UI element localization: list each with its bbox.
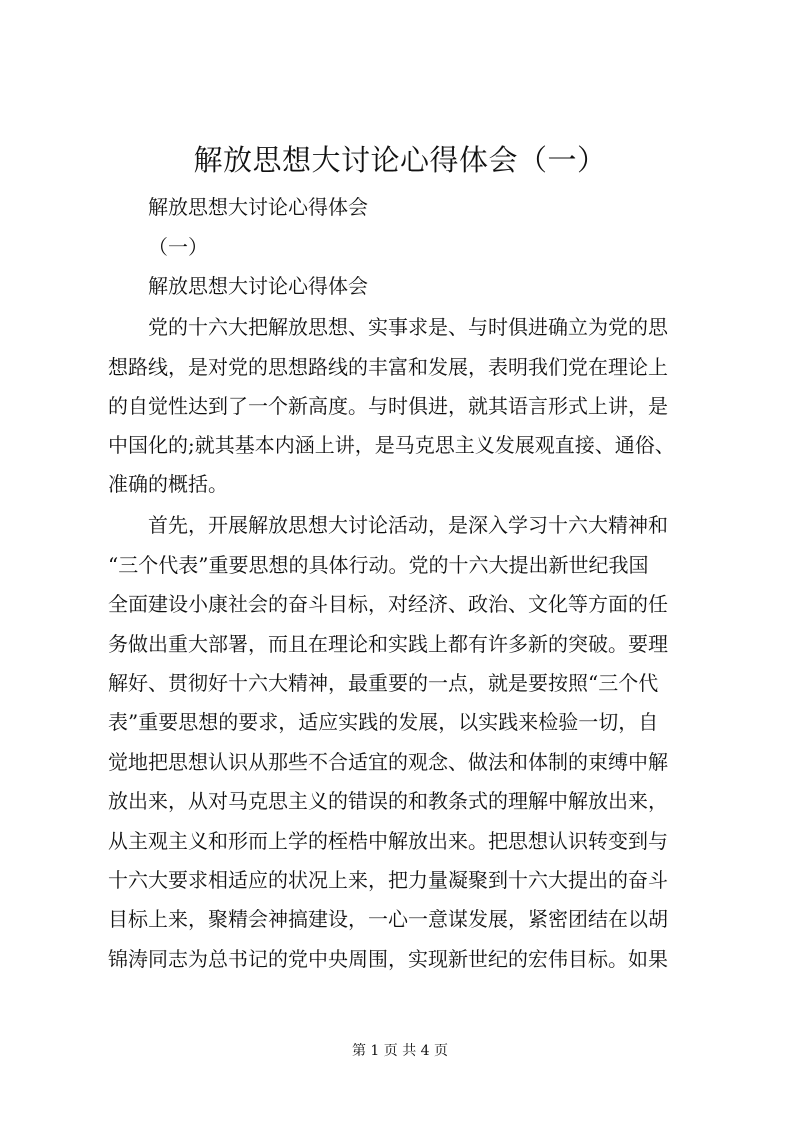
paragraph-2-line-7: 觉地把思想认识从那些不合适宜的观念、做法和体制的束缚中解 [108, 750, 668, 774]
paragraph-1-line-4: 中国化的;就其基本内涵上讲，是马克思主义发展观直接、通俗、 [108, 433, 675, 457]
paragraph-2-line-8: 放出来，从对马克思主义的错误的和教条式的理解中解放出来， [108, 789, 668, 813]
paragraph-1-line-2: 想路线，是对党的思想路线的丰富和发展，表明我们党在理论上 [108, 355, 668, 379]
paragraph-2-line-4: 务做出重大部署，而且在理论和实践上都有许多新的突破。要理 [108, 632, 668, 656]
paragraph-2-line-1: 首先，开展解放思想大讨论活动，是深入学习十六大精神和 [148, 513, 668, 537]
document-title: 解放思想大讨论心得体会（一） [193, 143, 607, 177]
paragraph-1-line-3: 的自觉性达到了一个新高度。与时俱进，就其语言形式上讲，是 [108, 394, 668, 418]
subheading-1: 解放思想大讨论心得体会 [148, 195, 368, 219]
paragraph-2-line-6: 表”重要思想的要求，适应实践的发展，以实践来检验一切，自 [108, 710, 659, 734]
paragraph-1-line-1: 党的十六大把解放思想、实事求是、与时俱进确立为党的思 [148, 315, 668, 339]
paragraph-2-line-2: “三个代表”重要思想的具体行动。党的十六大提出新世纪我国 [108, 553, 649, 577]
paragraph-1-line-5: 准确的概括。 [108, 472, 228, 496]
subheading-2: （一） [148, 235, 208, 259]
paragraph-2-line-5: 解好、贯彻好十六大精神，最重要的一点，就是要按照“三个代 [108, 671, 659, 695]
paragraph-2-line-11: 目标上来，聚精会神搞建设，一心一意谋发展，紧密团结在以胡 [108, 907, 668, 931]
paragraph-2-line-9: 从主观主义和形而上学的桎梏中解放出来。把思想认识转变到与 [108, 829, 668, 853]
paragraph-2-line-12: 锦涛同志为总书记的党中央周围，实现新世纪的宏伟目标。如果 [108, 947, 668, 971]
page-footer: 第 1 页 共 4 页 [351, 1043, 449, 1059]
subheading-3: 解放思想大讨论心得体会 [148, 274, 368, 298]
paragraph-2-line-10: 十六大要求相适应的状况上来，把力量凝聚到十六大提出的奋斗 [108, 868, 668, 892]
paragraph-2-line-3: 全面建设小康社会的奋斗目标，对经济、政治、文化等方面的任 [108, 592, 668, 616]
